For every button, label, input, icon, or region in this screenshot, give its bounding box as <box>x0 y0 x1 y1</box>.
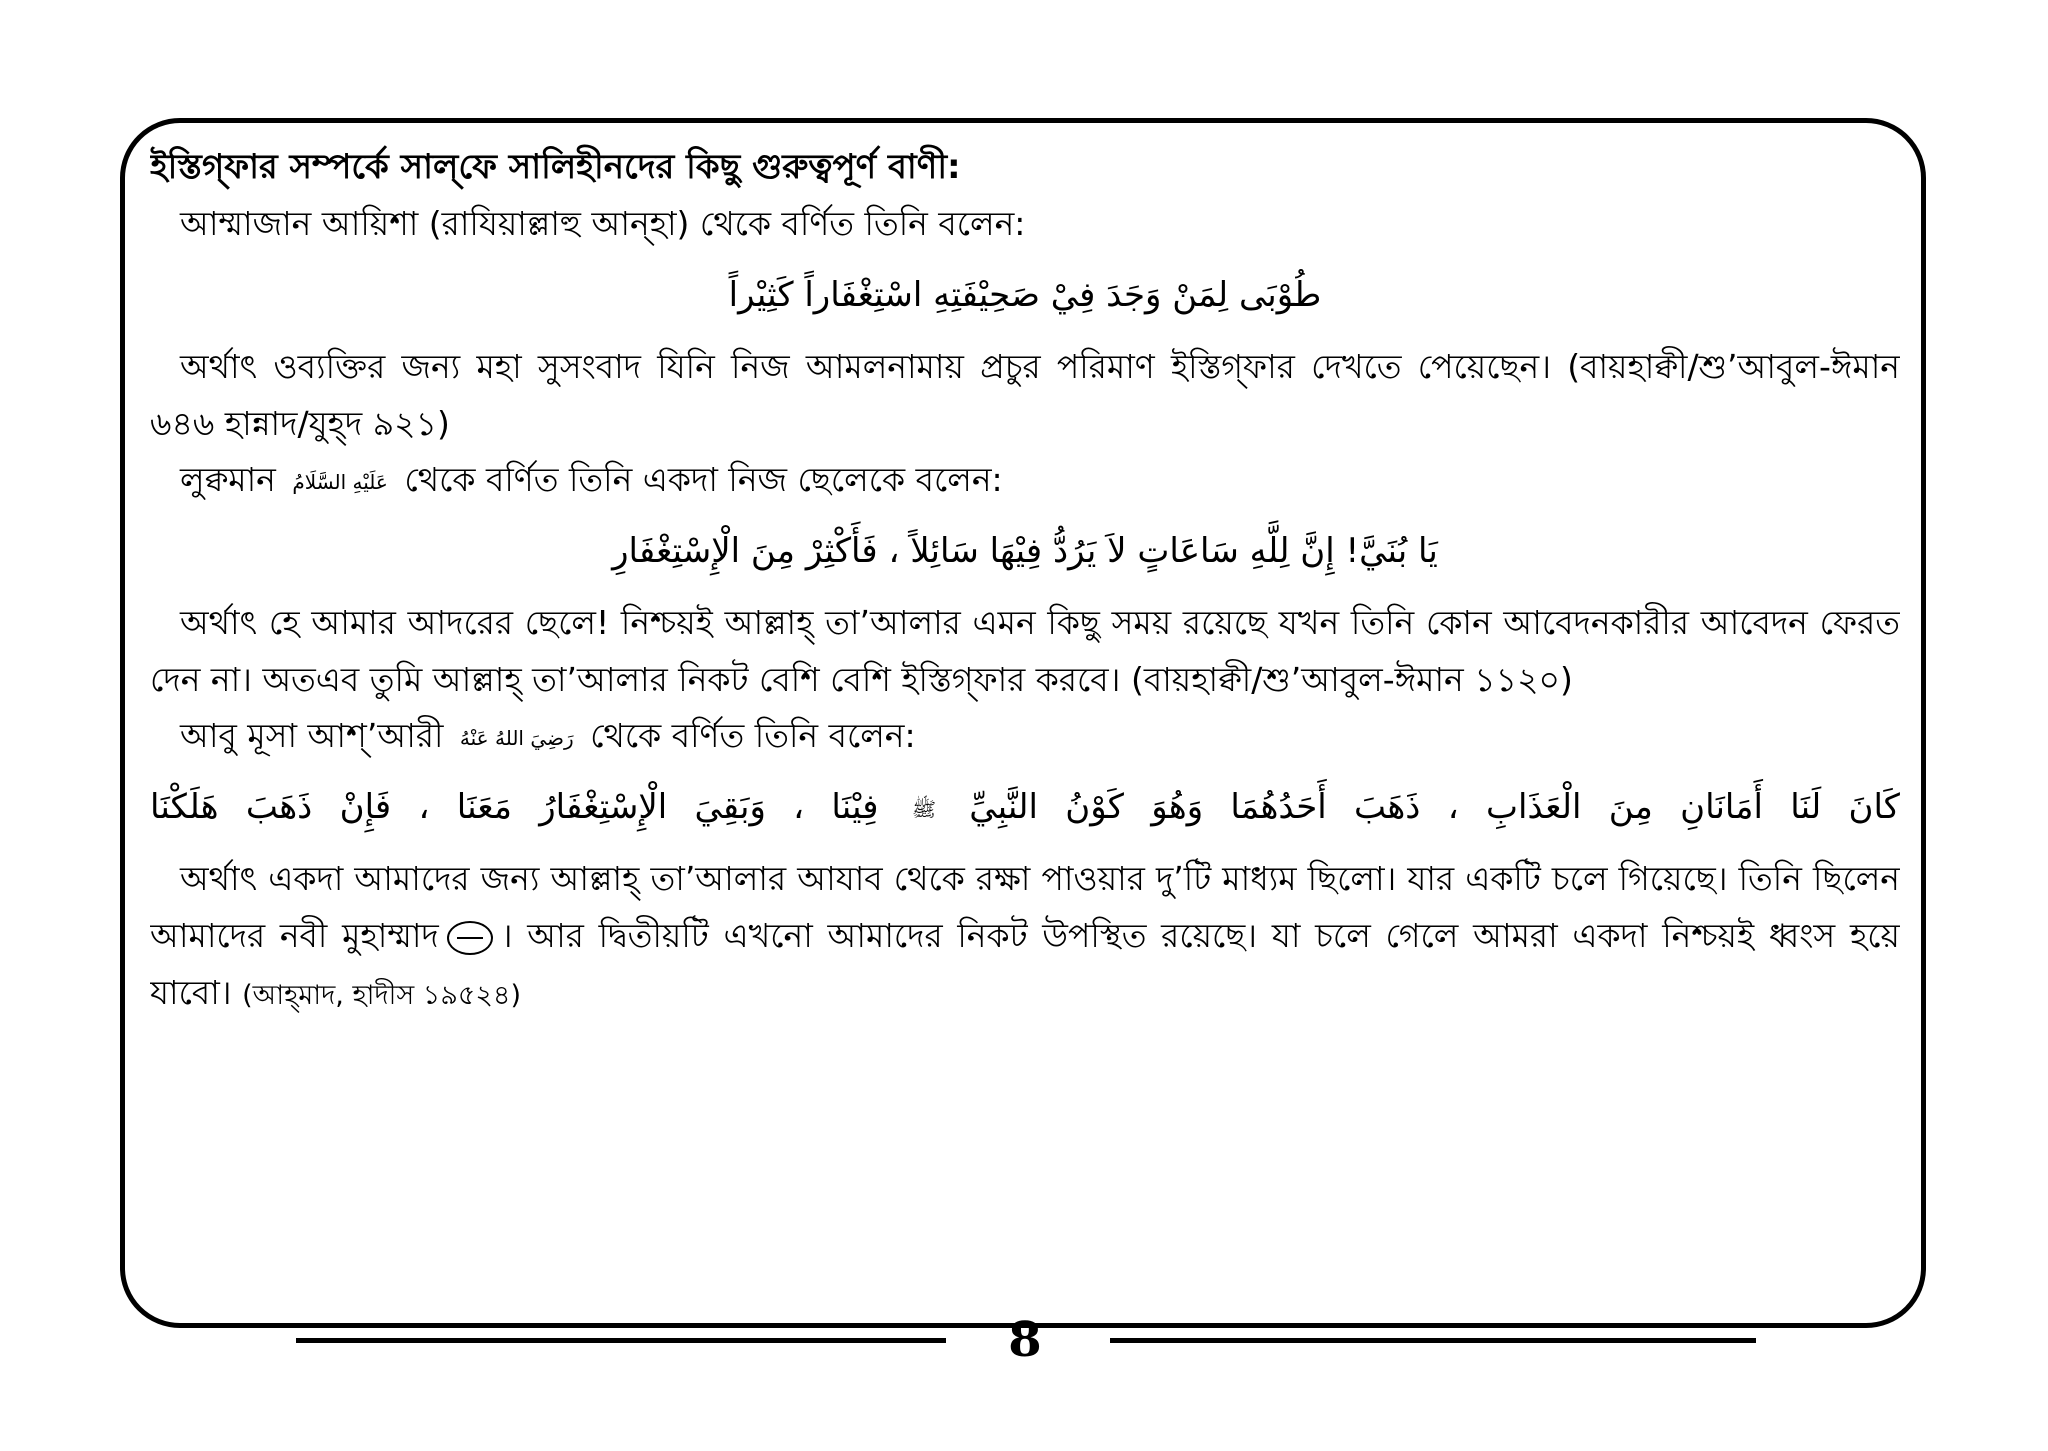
page-content <box>150 138 1900 1308</box>
abu-musa-citation: (আহ্‌মাদ, হাদীস ১৯৫২৪) <box>242 980 521 1011</box>
abu-musa-name: আবু মূসা আশ্‌’আরী <box>180 716 444 755</box>
footer-rule-right <box>1110 1338 1756 1343</box>
abu-musa-translation-part-1: অর্থাৎ একদা আমাদের জন্য আল্লাহ্‌ তা’আলার আযাব থেকে রক্ষা পাওয়ার দু’টি মাধ্যম ছিলো। যার একটি চলে গিয়েছে। তিনি ছিলেন আমাদের নবী মুহাম্মাদ <box>150 859 1900 955</box>
radiyallahu-anhu-honorific: رَضِيَ اللهُ عَنْهُ <box>459 725 574 750</box>
luqman-intro <box>150 452 1900 508</box>
salawat-seal-icon <box>447 921 493 955</box>
section-heading: ইস্তিগ্‌ফার সম্পর্কে সাল্‌ফে সালিহীনদের কিছু গুরুত্বপূর্ণ বাণী: <box>150 147 961 187</box>
abu-musa-arabic-part-2: فِيْنَا ، وَبَقِيَ الْإِسْتِغْفَارُ مَعَنَا ، فَإِنْ ذَهَبَ هَلَكْنَا <box>150 787 879 827</box>
luqman-name: লুক্বমান <box>180 460 276 499</box>
abu-musa-intro <box>150 708 1900 764</box>
salawat-honorific: ﷺ <box>911 796 937 821</box>
abu-musa-arabic-part-1: كَانَ لَنَا أَمَانَانِ مِنَ الْعَذَابِ ، ذَهَبَ أَحَدُهُمَا وَهُوَ كَوْنُ النَّبِيِّ <box>969 787 1900 827</box>
aisha-translation: অর্থাৎ ওব্যক্তির জন্য মহা সুসংবাদ যিনি নিজ আমলনামায় প্রচুর পরিমাণ ইস্তিগ্‌ফার দেখতে পেয়েছেন। (বায়হাক্বী/শু’আবুল-ঈমান ৬৪৬ হান্নাদ/যুহ্‌দ ৯২১) <box>150 347 1900 443</box>
luqman-translation: অর্থাৎ হে আমার আদরের ছেলে! নিশ্চয়ই আল্লাহ্‌ তা’আলার এমন কিছু সময় রয়েছে যখন তিনি কোন আবেদনকারীর আবেদন ফেরত দেন না। অতএব তুমি আল্লাহ্‌ তা’আলার নিকট বেশি বেশি ইস্তিগ্‌ফার করবে। (বায়হাক্বী/শু’আবুল-ঈমান ১১২০) <box>150 603 1900 699</box>
abu-musa-translation-part-2: । আর দ্বিতীয়টি এখনো আমাদের নিকট উপস্থিত রয়েছে। যা চলে গেলে আমরা একদা নিশ্চয়ই ধ্বংস হয়ে যাবো। <box>150 916 1900 1012</box>
page-number: 8 <box>1008 1312 1042 1368</box>
abu-musa-intro-rest: থেকে বর্ণিত তিনি বলেন: <box>590 716 916 755</box>
abu-musa-arabic-quote <box>150 778 1900 836</box>
footer-rule-left <box>296 1338 946 1343</box>
abu-musa-translation <box>150 850 1900 1024</box>
luqman-arabic-quote: يَا بُنَيَّ! إِنَّ لِلَّهِ سَاعَاتٍ لاَ يَرُدُّ فِيْهَا سَائِلاً ، فَأَكْثِرْ مِنَ الْإِسْتِغْفَارِ <box>612 531 1438 571</box>
aisha-arabic-quote: طُوْبَى لِمَنْ وَجَدَ فِيْ صَحِيْفَتِهِ اسْتِغْفَاراً كَثِيْراً <box>728 275 1322 315</box>
luqman-intro-rest: থেকে বর্ণিত তিনি একদা নিজ ছেলেকে বলেন: <box>404 460 1003 499</box>
aisha-intro: আম্মাজান আয়িশা (রাযিয়াল্লাহু আন্‌হা) থেকে বর্ণিত তিনি বলেন: <box>180 204 1026 243</box>
alayhis-salam-honorific: عَلَيْهِ السَّلَامُ <box>292 469 388 494</box>
